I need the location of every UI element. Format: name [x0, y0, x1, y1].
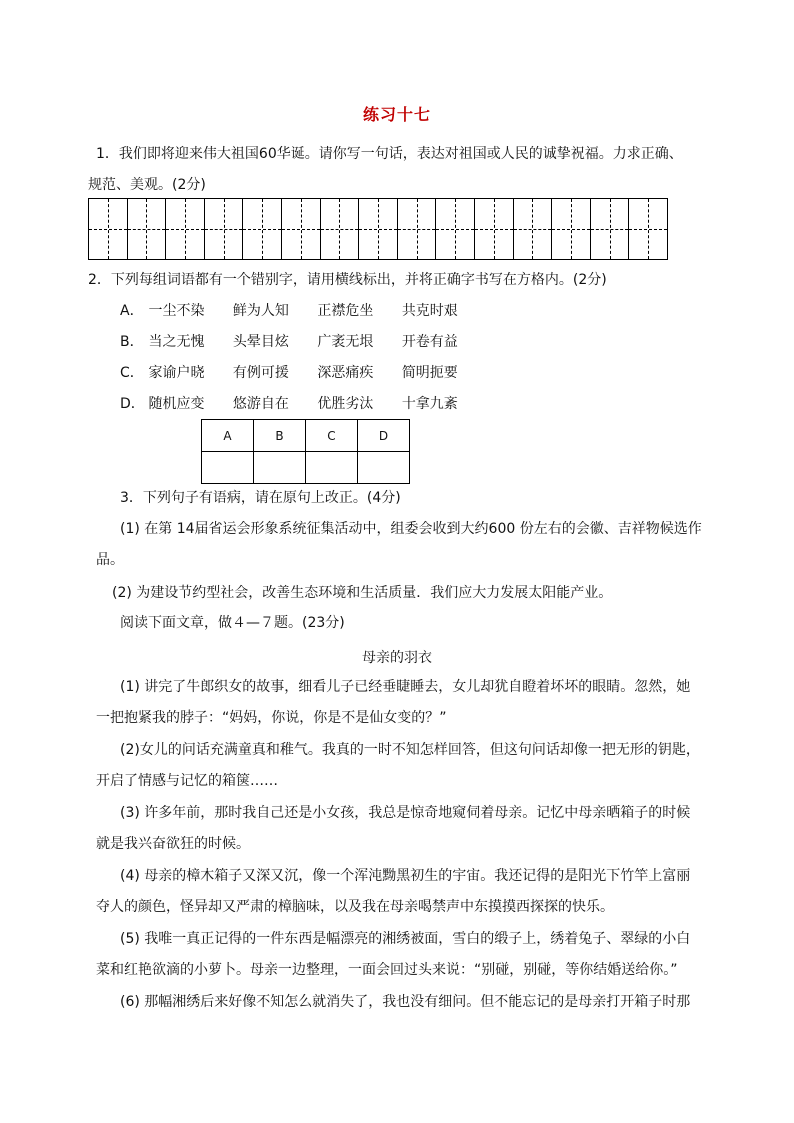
option-label: C．: [120, 365, 144, 381]
grid-cell[interactable]: [436, 199, 475, 259]
option-word: 随机应变: [148, 396, 205, 412]
grid-cell[interactable]: [321, 199, 360, 259]
paragraph-4-line-1: (4) 母亲的樟木箱子又深又沉，像一个浑沌黝黑初生的宇宙。我还记得的是阳光下竹竿上富丽: [120, 868, 691, 884]
option-word: 深恶痛疾: [317, 365, 374, 381]
q3-sentence-1-line-1: (1) 在第 14届省运会形象系统征集活动中，组委会收到大约600 份左右的会徽、吉祥物候选作: [120, 521, 702, 537]
paragraph-6-line-1: (6) 那幅湘绣后来好像不知怎么就消失了，我也没有细问。但不能忘记的是母亲打开箱子时那: [120, 994, 691, 1010]
article-title: 母亲的羽衣: [362, 650, 432, 666]
grid-cell[interactable]: [128, 199, 167, 259]
paragraph-5-line-2: 菜和红艳欲滴的小萝卜。母亲一边整理，一面会回过头来说：“别碰，别碰，等你结婚送给你。”: [96, 962, 678, 978]
q3-sentence-1-line-2: 品。: [96, 552, 124, 568]
grid-cell[interactable]: [89, 199, 128, 259]
option-word: 简明扼要: [401, 365, 458, 381]
option-word: 当之无愧: [148, 334, 205, 350]
option-word: 开卷有益: [401, 334, 458, 350]
grid-cell[interactable]: [359, 199, 398, 259]
option-word: 广袤无垠: [317, 334, 374, 350]
answer-header-c: C: [306, 420, 358, 452]
option-word: 共克时艰: [401, 303, 458, 319]
grid-cell[interactable]: [629, 199, 667, 259]
answer-header-d: D: [358, 420, 410, 452]
option-d: [120, 394, 482, 414]
option-word: 优胜劣汰: [317, 396, 374, 412]
grid-cell[interactable]: [591, 199, 630, 259]
grid-cell[interactable]: [282, 199, 321, 259]
option-word: 正襟危坐: [317, 303, 374, 319]
grid-cell[interactable]: [205, 199, 244, 259]
grid-cell[interactable]: [166, 199, 205, 259]
paragraph-5-line-1: (5) 我唯一真正记得的一件东西是幅漂亮的湘绣被面，雪白的缎子上，绣着兔子、翠绿的小白: [120, 931, 691, 947]
q2-stem: 2．下列每组词语都有一个错别字，请用横线标出，并将正确字书写在方格内。(2分): [88, 272, 607, 288]
q3-stem: 3．下列句子有语病，请在原句上改正。(4分): [120, 490, 401, 506]
grid-cell[interactable]: [475, 199, 514, 259]
answer-header-a: A: [202, 420, 254, 452]
answer-table-input-row: [202, 452, 410, 484]
answer-table-header-row: [202, 420, 410, 452]
page-title: 练习十七: [362, 105, 431, 124]
grid-cell[interactable]: [243, 199, 282, 259]
reading-intro: 阅读下面文章，做４—７题。(23分): [120, 615, 345, 631]
option-word: 悠游自在: [232, 396, 289, 412]
answer-table: [201, 419, 410, 484]
paragraph-3-line-1: (3) 许多年前，那时我自己还是小女孩，我总是惊奇地窥伺着母亲。记忆中母亲晒箱子的时候: [120, 805, 691, 821]
answer-cell-a[interactable]: [202, 452, 254, 484]
option-word: 鲜为人知: [232, 303, 289, 319]
answer-cell-b[interactable]: [254, 452, 306, 484]
option-b: [120, 332, 482, 352]
option-label: D．: [120, 396, 145, 412]
paragraph-4-line-2: 夺人的颜色，怪异却又严肃的樟脑味，以及我在母亲喝禁声中东摸摸西探探的快乐。: [96, 899, 614, 915]
answer-cell-d[interactable]: [358, 452, 410, 484]
option-word: 家谕户晓: [148, 365, 205, 381]
answer-header-b: B: [254, 420, 306, 452]
q1-line-2: 规范、美观。(2分): [88, 177, 206, 193]
answer-cell-c[interactable]: [306, 452, 358, 484]
grid-cell[interactable]: [552, 199, 591, 259]
option-label: A．: [120, 303, 144, 319]
q3-sentence-2: (2) 为建设节约型社会，改善生态环境和生活质量．我们应大力发展太阳能产业。: [112, 585, 613, 601]
option-c: [120, 363, 482, 383]
paragraph-3-line-2: 就是我兴奋欲狂的时候。: [96, 836, 250, 852]
option-word: 头晕目炫: [232, 334, 289, 350]
paragraph-1-line-2: 一把抱紧我的脖子：“妈妈，你说，你是不是仙女变的？”: [96, 710, 447, 726]
paragraph-1-line-1: (1) 讲完了牛郎织女的故事，细看儿子已经垂睫睡去，女儿却犹自瞪着坏坏的眼睛。忽然，她: [120, 679, 691, 695]
option-word: 有例可援: [232, 365, 289, 381]
grid-cell[interactable]: [514, 199, 553, 259]
option-a: [120, 301, 482, 321]
paragraph-2-line-2: 开启了情感与记忆的箱箧……: [96, 773, 278, 789]
option-word: 十拿九紊: [401, 396, 458, 412]
paragraph-2-line-1: (2)女儿的问话充满童真和稚气。我真的一时不知怎样回答，但这句问话却像一把无形的钥匙，: [120, 742, 700, 758]
q1-line-1: 1．我们即将迎来伟大祖国60华诞。请你写一句话，表达对祖国或人民的诚挚祝福。力求正确、: [96, 146, 683, 162]
option-word: 一尘不染: [148, 303, 205, 319]
option-label: B．: [120, 334, 144, 350]
grid-cell[interactable]: [398, 199, 437, 259]
writing-grid[interactable]: [88, 198, 668, 260]
